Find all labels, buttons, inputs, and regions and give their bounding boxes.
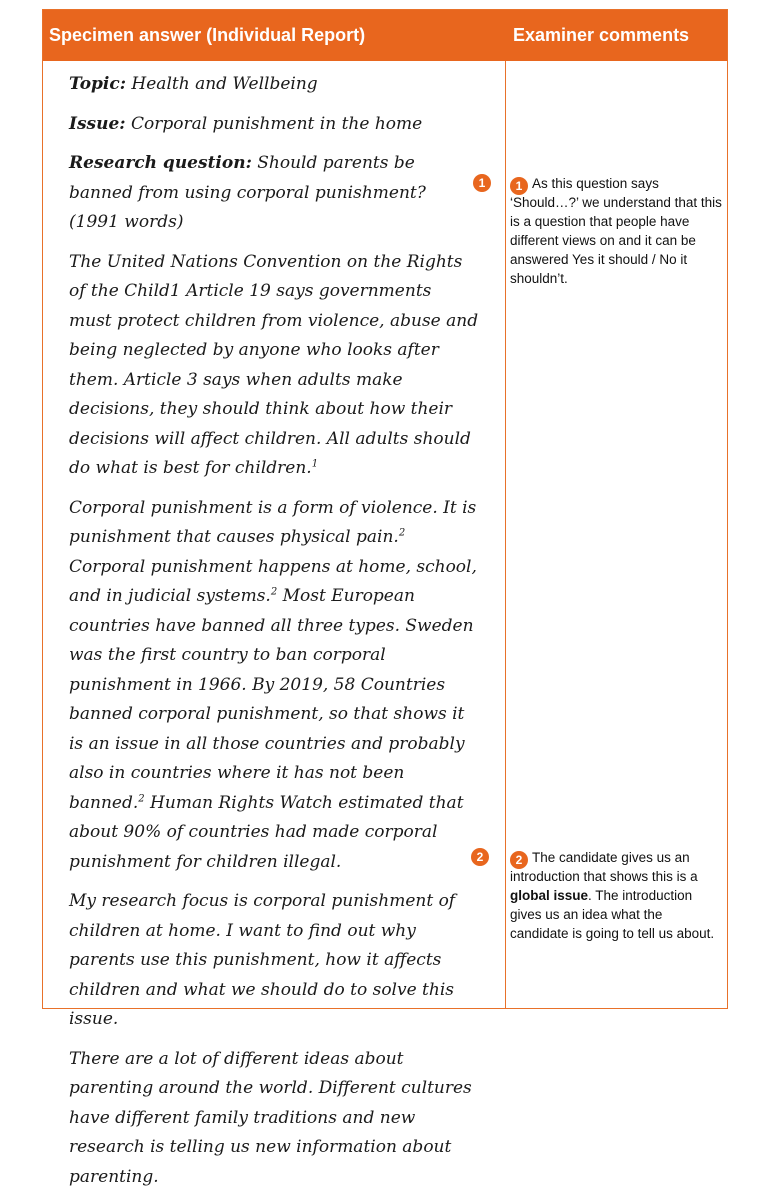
comment-marker-2: 2 [471,848,489,866]
examiner-comment-2: 2 The candidate gives us an introduction that shows this is a global issue. The introduction gives us an idea what the candidate is going to tell us about. [510,850,715,941]
topic-label: Topic: [69,74,127,94]
footnote-ref: 2 [398,527,406,539]
header-specimen-answer: Specimen answer (Individual Report) [49,25,366,45]
research-question-value: Should parents be banned from using corporal punishment? (1991 words) [69,153,426,232]
table-header [43,10,727,61]
research-question-line [69,149,479,238]
examiner-comment-1 [510,174,722,288]
global-issue-term: global issue [510,888,589,903]
comment-number-2: 2 [510,851,528,869]
comment-number-1: 1 [510,177,528,195]
paragraph-research-focus: My research focus is corporal punishment of children at home. I want to find out why parents use this punishment, how it affects children and what we should do to solve this issue. [69,891,456,1029]
specimen-table [42,9,728,1187]
footnote-ref: 2 [270,586,278,598]
footnote-ref: 2 [138,792,145,804]
comment-marker-1: 1 [473,174,491,192]
paragraph-parenting-ideas: There are a lot of different ideas about parenting around the world. Different cultures have different family traditions and new research is telling us new information about parenting. [69,1048,472,1187]
issue-label: Issue: [69,113,126,134]
paragraph-un-convention: The United Nations Convention on the Rights of the Child1 Article 19 says governments must protect children from violence, abuse and being neglected by anyone who looks after them. Article 3 says when adults make decisions, they should think about how their decisions will affect children. All adults should do what is best for children.$^1$ [69,251,479,478]
research-question-label: Research question: [69,153,252,173]
header-examiner-comments: Examiner comments [513,25,690,45]
issue-value: Corporal punishment in the home [130,113,423,134]
topic-line [69,70,479,100]
paragraph-corporal-punishment: Corporal punishment is a form of violence. It is punishment that causes physical pain.$^2$ Corporal punishment happens at home, school, and in judicial systems.$^2$ Most European countries have banned all three types. Sweden was the first country to ban corporal punishment in 1966. By 2019, 58 Countries banned corporal punishment, so that shows it is an issue in all those countries and probably also in countries where it has not been banned.$^2$ Human Rights Watch estimated that about 90% of countries had made corporal punishment for children illegal. [69,497,477,872]
topic-value: Health and Wellbeing [131,74,318,94]
issue-line [69,110,479,140]
column-divider [505,61,506,1008]
comment-1-text: As this question says ‘Should…?’ we understand that this is a question that people have different views on and it can be answered Yes it should / No it shouldn’t. [510,176,722,286]
specimen-answer-column [69,70,479,1202]
footnote-ref: 1 [311,458,319,470]
